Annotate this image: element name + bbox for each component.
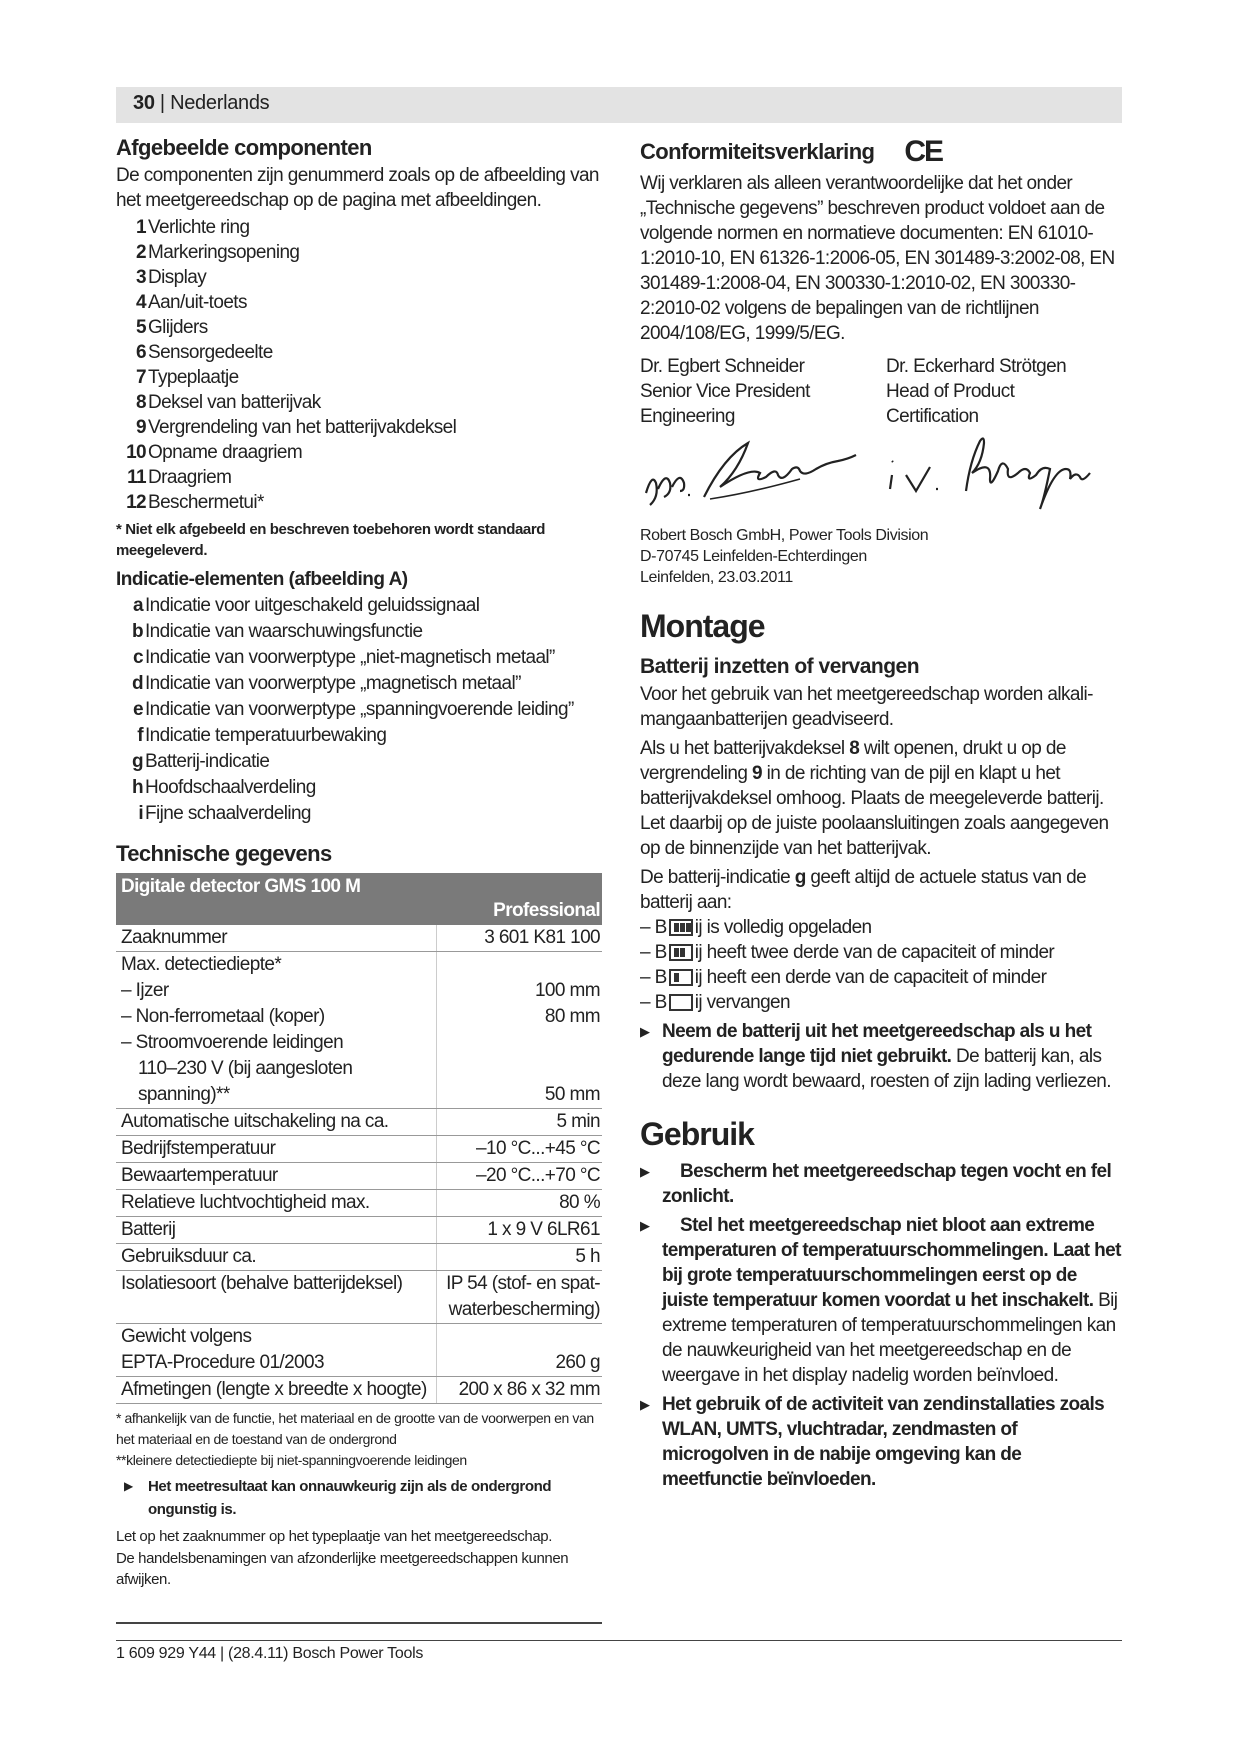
table-row: [116, 1217, 602, 1244]
list-item: [116, 749, 602, 775]
list-item: [116, 490, 602, 515]
battery-icon: [669, 944, 693, 961]
signer-1-role-1: Senior Vice President: [640, 381, 810, 402]
item-letter: d: [131, 673, 143, 694]
list-item: [116, 465, 602, 490]
usage-bullet-2: [640, 1213, 1122, 1388]
header-separator: |: [159, 92, 165, 114]
battery-state-item: [640, 915, 1122, 940]
spec-value: 80 mm: [437, 1004, 602, 1030]
item-number: 6: [136, 342, 146, 363]
list-item: [116, 390, 602, 415]
item-number: 3: [136, 267, 146, 288]
table-row: [116, 1056, 602, 1082]
state-text: ij vervangen: [694, 992, 790, 1013]
spec-label: [116, 1297, 437, 1324]
indicators-title: Indicatie-elementen (afbeelding A): [116, 569, 408, 590]
spec-label: Gebruiksduur ca.: [116, 1244, 437, 1271]
item-label: Vergrendeling van het batterijvakdeksel: [148, 417, 457, 438]
montage-p2-d: 9: [752, 763, 762, 784]
item-label: Glijders: [148, 317, 208, 338]
ce-mark-icon: CE: [904, 135, 943, 168]
spec-value: waterbescherming): [437, 1297, 602, 1324]
specs-warning: [116, 1475, 602, 1521]
table-row: [116, 1163, 602, 1190]
spec-value: [437, 1056, 602, 1082]
warning-arrow-icon: ▶: [640, 1164, 650, 1179]
spec-label: Bewaartemperatuur: [116, 1163, 437, 1190]
montage-p3: [640, 865, 1122, 915]
montage-p1: Voor het gebruik van het meetgereedschap worden alkali-mangaanbatterijen geadviseerd.: [640, 684, 1093, 730]
item-letter: f: [137, 725, 143, 746]
item-label: Typeplaatje: [148, 367, 239, 388]
battery-states: [640, 915, 1122, 1015]
table-row: [116, 1109, 602, 1136]
spec-label: Automatische uitschakeling na ca.: [116, 1109, 437, 1136]
state-text: ij heeft twee derde van de capaciteit of minder: [694, 942, 1055, 963]
montage-p3-c: geeft altijd de actuele status van de batterij aan:: [640, 867, 1087, 913]
spec-value: 80 %: [437, 1190, 602, 1217]
page-footer: 1 609 929 Y44 | (28.4.11) Bosch Power Tools: [116, 1645, 424, 1662]
item-number: 9: [136, 417, 146, 438]
item-label: Indicatie van waarschuwingsfunctie: [145, 621, 423, 642]
table-row: [116, 978, 602, 1004]
conformity-title-text: Conformiteitsverklaring: [640, 139, 875, 164]
item-letter: b: [131, 621, 143, 642]
signature-1: [640, 431, 886, 523]
list-item: [116, 671, 602, 697]
spec-value: 5 h: [437, 1244, 602, 1271]
montage-p3-a: De batterij-indicatie: [640, 867, 795, 888]
warning-arrow-icon: ▶: [124, 1479, 133, 1493]
item-number: 5: [136, 317, 146, 338]
right-column: [640, 135, 1122, 1492]
montage-p2: [640, 736, 1122, 861]
montage-warning-bold: Neem de batterij uit het meetgereedschap als u het gedurende lange tijd niet gebruikt.: [662, 1021, 1092, 1067]
spec-value: –10 °C...+45 °C: [437, 1136, 602, 1163]
table-row: [116, 1190, 602, 1217]
item-letter: i: [138, 803, 143, 824]
item-label: Aan/uit-toets: [148, 292, 247, 313]
usage-bullet-2-rest: Bij extreme temperaturen of temperatuurschommelingen kan de nauwkeurigheid van het meetgereedschap en de weergave in het display nadelig worden beïnvloed.: [662, 1290, 1118, 1386]
specs-footnote-1: * afhankelijk van de functie, het materiaal en de grootte van de voorwerpen en van het materiaal en de toestand van de ondergrond: [116, 1410, 594, 1447]
usage-bullet-2-bold: Stel het meetgereedschap niet bloot aan extreme temperaturen of temperatuurschommelingen. Laat het bij grote temperatuurschommelingen eerst op de juiste temperatuur komen voordat u het inschakelt.: [662, 1215, 1121, 1311]
item-label: Indicatie van voorwerptype „magnetisch metaal”: [145, 673, 521, 694]
spec-label: – Ijzer: [121, 980, 169, 1001]
specs-header-row: [116, 873, 602, 925]
signer-1-name: Dr. Egbert Schneider: [640, 356, 805, 377]
spec-value: 1 x 9 V 6LR61: [437, 1217, 602, 1244]
spec-value: 200 x 86 x 32 mm: [437, 1377, 602, 1404]
conformity-title: [640, 135, 1122, 169]
professional-badge: Professional: [493, 900, 600, 921]
spec-label: Zaaknummer: [116, 925, 437, 952]
montage-p2-a: Als u het batterijvakdeksel: [640, 738, 850, 759]
table-row: [116, 1350, 602, 1377]
signature-2: [886, 431, 1122, 523]
table-row: [116, 952, 602, 979]
list-item: [116, 365, 602, 390]
state-text: ij heeft een derde van de capaciteit of minder: [694, 967, 1047, 988]
page-header: [133, 92, 269, 115]
item-label: Batterij-indicatie: [145, 751, 270, 772]
item-number: 7: [136, 367, 146, 388]
components-list: [116, 215, 602, 515]
battery-state-item: [640, 990, 1122, 1015]
header-language: Nederlands: [170, 92, 270, 114]
item-label: Display: [148, 267, 207, 288]
item-label: Fijne schaalverdeling: [145, 803, 311, 824]
spec-label: EPTA-Procedure 01/2003: [116, 1350, 437, 1377]
spec-label: Relatieve luchtvochtigheid max.: [116, 1190, 437, 1217]
company-block: [640, 525, 1122, 588]
list-item: [116, 645, 602, 671]
list-item: [116, 415, 602, 440]
list-item: [116, 315, 602, 340]
state-prefix: – B: [640, 917, 667, 938]
usage-bullet-2-text: [662, 1213, 1122, 1388]
item-label: Beschermetui*: [148, 492, 264, 513]
montage-p2-e: in de richting van de pijl en klapt u het batterijvakdeksel omhoog. Plaats de meegeleverde batterij. Let daarbij op de juiste poolaansluitingen zoals aangegeven op de binnenzijde van het batterijvak.: [640, 763, 1109, 859]
table-row: [116, 1271, 602, 1298]
warning-arrow-icon: ▶: [640, 1024, 650, 1039]
usage-bullet-3: [640, 1392, 1122, 1492]
signer-2-role-2: Certification: [886, 406, 979, 427]
battery-icon: [669, 994, 693, 1011]
indicators-list: [116, 593, 602, 827]
device-name: Digitale detector GMS 100 M: [121, 876, 361, 897]
item-number: 10: [126, 442, 146, 463]
item-label: Opname draagriem: [148, 442, 303, 463]
table-row: [116, 1030, 602, 1056]
montage-warning-rest: De batterij kan, als deze lang wordt bewaard, roesten of zijn lading verliezen.: [662, 1046, 1111, 1092]
state-text: ij is volledig opgeladen: [694, 917, 872, 938]
signers: [640, 354, 1122, 429]
warning-arrow-icon: ▶: [640, 1218, 650, 1233]
spec-value: [437, 1030, 602, 1056]
montage-subtitle: Batterij inzetten of vervangen: [640, 655, 920, 678]
spec-label: Afmetingen (lengte x breedte x hoogte): [116, 1377, 437, 1404]
signatures: [640, 431, 1122, 523]
item-number: 11: [127, 467, 146, 488]
list-item: [116, 440, 602, 465]
table-row: [116, 925, 602, 952]
spec-label: – Stroomvoerende leidingen: [121, 1032, 344, 1053]
specs-warning-text: Het meetresultaat kan onnauwkeurig zijn als de ondergrond ongunstig is.: [148, 1478, 552, 1518]
item-label: Sensorgedeelte: [148, 342, 273, 363]
item-label: Indicatie temperatuurbewaking: [145, 725, 387, 746]
table-row: [116, 1297, 602, 1324]
state-prefix: – B: [640, 967, 667, 988]
usage-bullet-1: [640, 1159, 1122, 1209]
spec-value: –20 °C...+70 °C: [437, 1163, 602, 1190]
table-row: [116, 1377, 602, 1404]
list-item: [116, 240, 602, 265]
item-label: Hoofdschaalverdeling: [145, 777, 316, 798]
spec-value: [437, 1324, 602, 1351]
table-row: [116, 1004, 602, 1030]
left-column: [116, 135, 602, 1590]
signer-2: [886, 354, 1066, 429]
conformity-text: Wij verklaren als alleen verantwoordelijke dat het onder „Technische gegevens” beschreven product voldoet aan de volgende normen en normatieve documenten: EN 61010-1:2010-10, EN 61326-1:2006-05, EN 301489-3:2002-08, EN 301489-1:2008-04, EN 300330-1:2010-02, EN 300330-2:2010-02 volgens de bepalingen van de richtlijnen 2004/108/EG, 1999/5/EG.: [640, 173, 1115, 344]
spec-value: 5 min: [437, 1109, 602, 1136]
spec-value: 50 mm: [437, 1082, 602, 1109]
montage-title: Montage: [640, 608, 765, 644]
signer-2-role-1: Head of Product: [886, 381, 1015, 402]
battery-icon: [669, 969, 693, 986]
spec-value: 100 mm: [437, 978, 602, 1004]
battery-state-item: [640, 940, 1122, 965]
specs-note-1: Let op het zaaknummer op het typeplaatje van het meetgereedschap.: [116, 1528, 552, 1545]
item-letter: a: [133, 595, 143, 616]
usage-title: Gebruik: [640, 1116, 754, 1152]
specs-footnote-2: **kleinere detectiediepte bij niet-spanningvoerende leidingen: [116, 1452, 467, 1468]
spec-label: Bedrijfstemperatuur: [116, 1136, 437, 1163]
state-prefix: – B: [640, 942, 667, 963]
list-item: [116, 265, 602, 290]
list-item: [116, 290, 602, 315]
spec-label: – Non-ferrometaal (koper): [121, 1006, 325, 1027]
montage-p2-c: wilt openen, drukt u op de vergrendeling: [640, 738, 1066, 784]
signature-1-image: [640, 431, 880, 521]
components-title: Afgebeelde componenten: [116, 135, 372, 160]
item-letter: g: [131, 751, 143, 772]
table-end-rule: [116, 1622, 602, 1624]
signer-2-name: Dr. Eckerhard Strötgen: [886, 356, 1067, 377]
signer-1: [640, 354, 886, 429]
list-item: [116, 619, 602, 645]
item-number: 2: [136, 242, 146, 263]
usage-bullet-3-text: Het gebruik of de activiteit van zendinstallaties zoals WLAN, UMTS, vluchtradar, zendmasten of microgolven in de nabije omgeving kan de meetfunctie beïnvloeden.: [662, 1394, 1105, 1490]
item-label: Indicatie van voorwerptype „niet-magnetisch metaal”: [145, 647, 555, 668]
signer-1-role-2: Engineering: [640, 406, 735, 427]
components-intro: De componenten zijn genummerd zoals op de afbeelding van het meetgereedschap op de pagina met afbeeldingen.: [116, 165, 599, 211]
spec-label: Max. detectiediepte*: [121, 954, 282, 975]
warning-arrow-icon: ▶: [640, 1397, 650, 1412]
list-item: [116, 215, 602, 240]
list-item: [116, 697, 602, 723]
spec-value: IP 54 (stof- en spat-: [437, 1271, 602, 1298]
usage-bullet-1-text: Bescherm het meetgereedschap tegen vocht en fel zonlicht.: [662, 1161, 1112, 1207]
place-date: Leinfelden, 23.03.2011: [640, 569, 793, 586]
item-letter: e: [133, 699, 143, 720]
signature-2-image: [886, 431, 1122, 521]
table-row: [116, 1244, 602, 1271]
table-row: [116, 1136, 602, 1163]
company-address: D-70745 Leinfelden-Echterdingen: [640, 548, 867, 565]
spec-label: spanning)**: [116, 1082, 437, 1109]
item-label: Deksel van batterijvak: [148, 392, 321, 413]
table-row: [116, 1082, 602, 1109]
battery-icon: [669, 919, 693, 936]
montage-p3-b: g: [794, 867, 806, 888]
components-note: * Niet elk afgebeeld en beschreven toebehoren wordt standaard meegeleverd.: [116, 521, 546, 559]
specs-table: [116, 873, 602, 1404]
list-item: [116, 593, 602, 619]
state-prefix: – B: [640, 992, 667, 1013]
item-label: Draagriem: [148, 467, 232, 488]
list-item: [116, 775, 602, 801]
item-letter: h: [131, 777, 143, 798]
specs-title: Technische gegevens: [116, 841, 332, 866]
table-row: [116, 1324, 602, 1351]
montage-warning: [640, 1019, 1122, 1094]
montage-p2-b: 8: [849, 738, 860, 759]
spec-label: 110–230 V (bij aangesloten: [138, 1058, 353, 1079]
battery-state-item: [640, 965, 1122, 990]
spec-label: Gewicht volgens: [121, 1326, 252, 1347]
footer-rule: [116, 1640, 1122, 1641]
spec-value: [437, 952, 602, 979]
spec-value: 3 601 K81 100: [437, 925, 602, 952]
list-item: [116, 723, 602, 749]
spec-label: Isolatiesoort (behalve batterijdeksel): [121, 1273, 403, 1294]
item-label: Verlichte ring: [148, 217, 250, 238]
specs-note-2: De handelsbenamingen van afzonderlijke meetgereedschappen kunnen afwijken.: [116, 1550, 569, 1588]
page-number: 30: [133, 92, 155, 114]
item-number: 8: [136, 392, 146, 413]
item-number: 12: [126, 492, 146, 513]
item-label: Indicatie van voorwerptype „spanningvoerende leiding”: [145, 699, 574, 720]
company-name: Robert Bosch GmbH, Power Tools Division: [640, 527, 929, 544]
item-number: 1: [136, 217, 146, 238]
item-number: 4: [136, 292, 146, 313]
item-label: Markeringsopening: [148, 242, 300, 263]
spec-label: Batterij: [116, 1217, 437, 1244]
spec-value: 260 g: [437, 1350, 602, 1377]
list-item: [116, 340, 602, 365]
list-item: [116, 801, 602, 827]
item-letter: c: [133, 647, 143, 668]
item-label: Indicatie voor uitgeschakeld geluidssignaal: [145, 595, 480, 616]
montage-warning-text: [662, 1019, 1122, 1094]
